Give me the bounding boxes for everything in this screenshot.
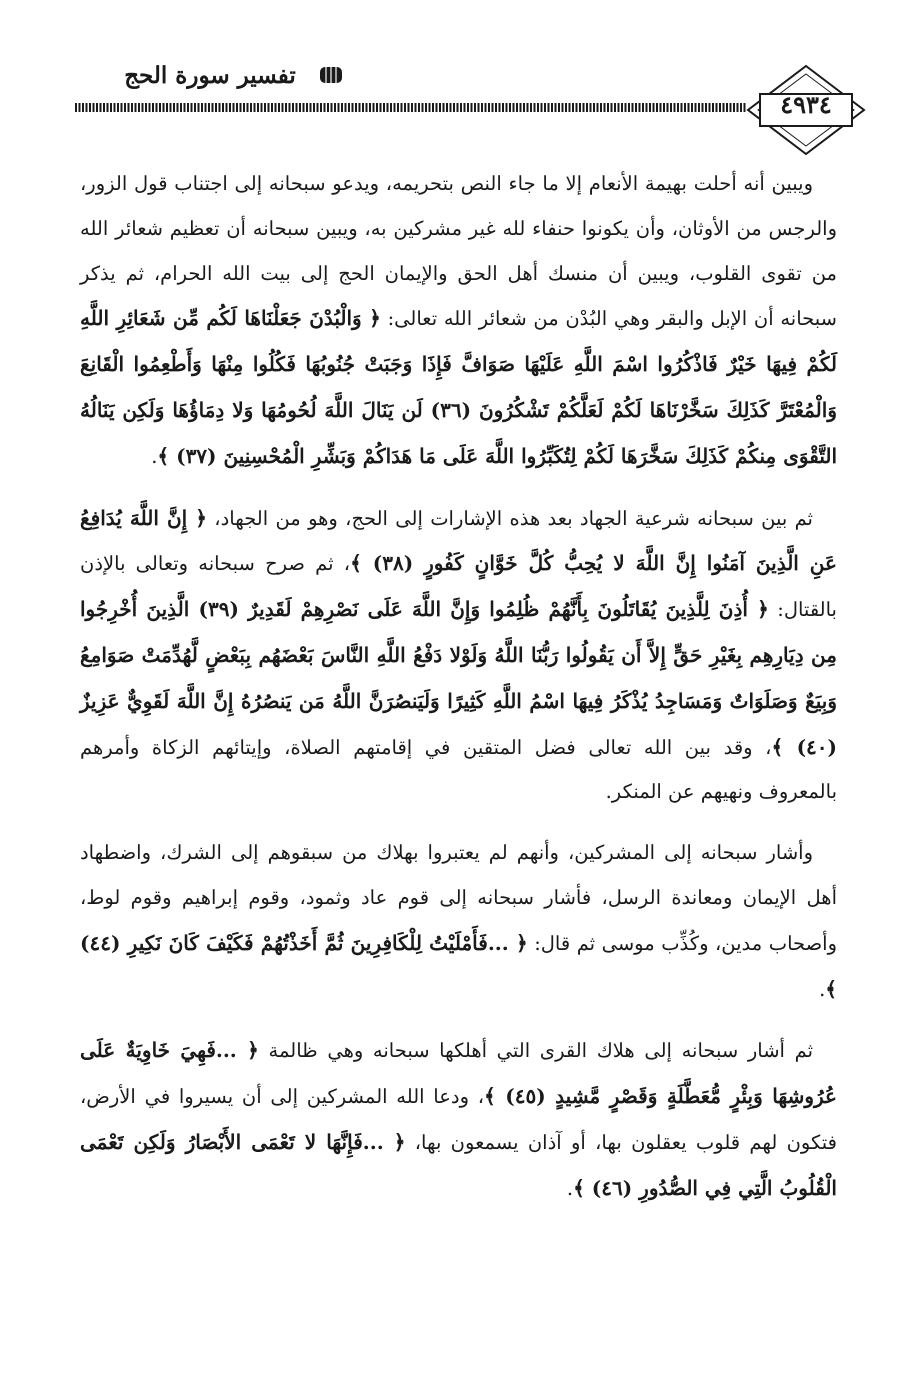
page-number: ٤٩٣٤ — [780, 90, 832, 119]
prose-text: . — [819, 977, 826, 1001]
prose-text: ، ودعا الله المشركين إلى أن يسيروا في الأرض، فتكون لهم قلوب يعقلون بها، أو آذان يسمعون بها، — [80, 1085, 837, 1154]
paragraph — [80, 831, 837, 1012]
header-rule — [75, 103, 747, 112]
paragraph — [80, 496, 837, 816]
quran-verse: ﴿ ...فَأَمْلَيْتُ لِلْكَافِرِينَ ثُمَّ أَخَذْتُهُمْ فَكَيْفَ كَانَ نَكِيرِ (٤٤) ﴾ — [80, 930, 837, 1001]
ornament-icon — [317, 64, 345, 86]
prose-text: ، ثم صرح سبحانه وتعالى بالإذن بالقتال: — [80, 552, 837, 622]
prose-text: وأشار سبحانه إلى المشركين، وأنهم لم يعتبروا بهلاك من سبقوهم إلى الشرك، واضطهاد أهل الإيمان ومعاندة الرسل، فأشار سبحانه إلى قوم عاد وثمود، وقوم إبراهيم وقوم لوط، وأصحاب مدين، وكُذِّب موسى ثم قال: — [80, 841, 837, 955]
body-text — [80, 162, 837, 1228]
prose-text: ثم أشار سبحانه إلى هلاك القرى التي أهلكها سبحانه وهي ظالمة — [258, 1039, 813, 1063]
quran-verse: ﴿ إِنَّ اللَّهَ يُدَافِعُ عَنِ الَّذِينَ آمَنُوا إِنَّ اللَّهَ لا يُحِبُّ كُلَّ خَوَّانٍ كَفُورٍ (٣٨) ﴾ — [80, 505, 837, 576]
quran-verse: ﴿ ...فَإِنَّهَا لا تَعْمَى الأَبْصَارُ وَلَكِن تَعْمَى الْقُلُوبُ الَّتِي فِي الصُّدُورِ (٤٦) ﴾ — [80, 1129, 837, 1200]
paragraph — [80, 162, 837, 480]
prose-text: . — [566, 1176, 574, 1200]
prose-text: ثم بين سبحانه شرعية الجهاد بعد هذه الإشارات إلى الحج، وهو من الجهاد، — [207, 506, 813, 530]
paragraph — [80, 1028, 837, 1211]
quran-verse: ﴿ أُذِنَ لِلَّذِينَ يُقَاتَلُونَ بِأَنَّهُمْ ظُلِمُوا وَإِنَّ اللَّهَ عَلَى نَصْرِهِمْ لَقَدِيرٌ (٣٩) الَّذِينَ أُخْرِجُوا مِن دِيَارِهِم بِغَيْرِ حَقٍّ إِلاَّ أَن يَقُولُوا رَبُّنَا اللَّهُ وَلَوْلا دَفْعُ اللَّهِ النَّاسَ بَعْضَهُم بِبَعْضٍ لَّهُدِّمَتْ صَوَامِعُ وَبِيَعٌ وَصَلَوَاتٌ وَمَسَاجِدُ يُذْكَرُ فِيهَا اسْمُ اللَّهِ كَثِيرًا وَلَيَنصُرَنَّ اللَّهُ مَن يَنصُرُهُ إِنَّ اللَّهَ لَقَوِيٌّ عَزِيزٌ (٤٠) ﴾ — [80, 597, 837, 759]
prose-text: ويبين أنه أحلت بهيمة الأنعام إلا ما جاء النص بتحريمه، ويدعو سبحانه إلى اجتناب قول الزور، والرجس من الأوثان، وأن يكونوا حنفاء لله غير مشركين به، ويبين سبحانه أن تعظيم شعائر الله من تقوى القلوب، ويبين أن منسك أهل الحق والإيمان الحج إلى بيت الله الحرام، ثم يذكر سبحانه أن الإبل والبقر وهي البُدْن من شعائر الله تعالى: — [80, 172, 837, 331]
running-title: تفسير سورة الحج — [124, 62, 296, 89]
prose-text: . — [151, 444, 158, 468]
quran-verse: ﴿ ...فَهِيَ خَاوِيَةٌ عَلَى عُرُوشِهَا وَبِئْرٍ مُّعَطَّلَةٍ وَقَصْرٍ مَّشِيدٍ (٤٥) ﴾ — [80, 1038, 837, 1109]
quran-verse: ﴿ وَالْبُدْنَ جَعَلْنَاهَا لَكُم مِّن شَعَائِرِ اللَّهِ لَكُمْ فِيهَا خَيْرٌ فَاذْكُرُوا اسْمَ اللَّهِ عَلَيْهَا صَوَافَّ فَإِذَا وَجَبَتْ جُنُوبُهَا فَكُلُوا مِنْهَا وَأَطْعِمُوا الْقَانِعَ وَالْمُعْتَرَّ كَذَلِكَ سَخَّرْنَاهَا لَكُمْ لَعَلَّكُمْ تَشْكُرُونَ (٣٦) لَن يَنَالَ اللَّهَ لُحُومُهَا وَلا دِمَاؤُهَا وَلَكِن يَنَالُهُ التَّقْوَى مِنكُمْ كَذَلِكَ سَخَّرَهَا لَكُمْ لِتُكَبِّرُوا اللَّهَ عَلَى مَا هَدَاكُمْ وَبَشِّرِ الْمُحْسِنِينَ (٣٧) ﴾ — [80, 306, 837, 468]
prose-text: ، وقد بين الله تعالى فضل المتقين في إقامتهم الصلاة، وإيتائهم الزكاة وأمرهم بالمعروف ونهيهم عن المنكر. — [80, 735, 837, 804]
page-header — [0, 0, 911, 170]
